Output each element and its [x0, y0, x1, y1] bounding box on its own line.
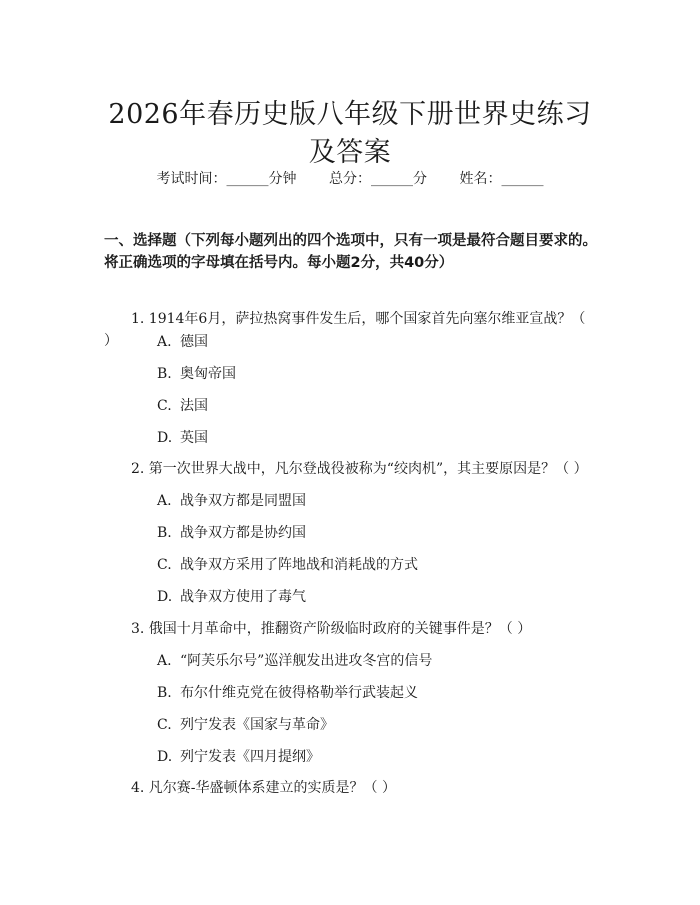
exam-name-field: 姓名：______: [459, 171, 544, 187]
section-heading: 一、选择题（下列每小题列出的四个选项中，只有一项是最符合题目要求的。将正确选项的字母填在括号内。每小题2分，共40分）: [104, 233, 597, 271]
option-text: 英国: [180, 430, 208, 446]
question-1-stem: 1. 1914年6月，萨拉热窝事件发生后，哪个国家首先向塞尔维亚宣战？（ ）: [104, 311, 586, 349]
option-text: “阿芙乐尔号”巡洋舰发出进攻冬宫的信号: [180, 653, 433, 669]
question-1-option-b: [157, 363, 597, 385]
option-text: 战争双方使用了毒气: [180, 589, 306, 605]
question-2-option-b: [157, 522, 597, 544]
option-text: 列宁发表《国家与革命》: [180, 717, 334, 733]
option-text: 德国: [180, 334, 208, 350]
document-title: 2026年春历史版八年级下册世界史练习及答案: [108, 99, 592, 169]
question-1-option-c: [157, 395, 597, 417]
option-letter: D.: [157, 589, 173, 605]
option-letter: D.: [157, 430, 173, 446]
question-2-stem: 2. 第一次世界大战中，凡尔登战役被称为“绞肉机”，其主要原因是？（ ）: [131, 461, 588, 477]
question-2-option-d: [157, 586, 597, 608]
option-text: 战争双方采用了阵地战和消耗战的方式: [180, 557, 418, 573]
option-letter: C.: [157, 717, 172, 733]
question-3-option-a: [157, 650, 597, 672]
option-text: 布尔什维克党在彼得格勒举行武装起义: [180, 685, 418, 701]
option-letter: A.: [157, 334, 172, 350]
question-2-option-c: [157, 554, 597, 576]
option-text: 战争双方都是协约国: [180, 525, 306, 541]
question-3-option-b: [157, 682, 597, 704]
option-text: 战争双方都是同盟国: [180, 493, 306, 509]
option-text: 法国: [180, 398, 208, 414]
option-letter: B.: [157, 366, 172, 382]
option-text: 列宁发表《四月提纲》: [180, 749, 320, 765]
exam-time-field: 考试时间：______分钟: [156, 171, 297, 187]
exam-info-line: [0, 170, 700, 188]
option-letter: B.: [157, 685, 172, 701]
option-letter: A.: [157, 493, 172, 509]
question-3-stem: 3. 俄国十月革命中，推翻资产阶级临时政府的关键事件是？（ ）: [131, 621, 532, 637]
question-4-stem: 4. 凡尔赛-华盛顿体系建立的实质是？（ ）: [131, 780, 396, 796]
question-3-option-c: [157, 714, 597, 736]
question-1-option-d: [157, 427, 597, 449]
question-2-option-a: [157, 490, 597, 512]
option-letter: D.: [157, 749, 173, 765]
option-text: 奥匈帝国: [180, 366, 236, 382]
question-1-option-a: [157, 331, 597, 353]
option-letter: B.: [157, 525, 172, 541]
option-letter: A.: [157, 653, 172, 669]
option-letter: C.: [157, 398, 172, 414]
exam-score-field: 总分：______分: [329, 171, 427, 187]
option-letter: C.: [157, 557, 172, 573]
question-3-option-d: [157, 746, 597, 768]
